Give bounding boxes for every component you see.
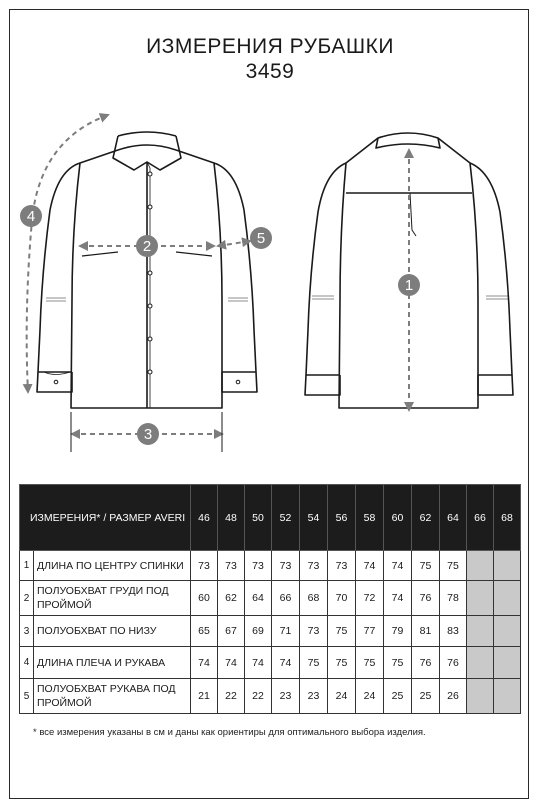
unavailable-cell [494,616,521,647]
value-cell: 75 [412,551,440,581]
table-header-label: ИЗМЕРЕНИЯ* / РАЗМЕР AVERI [20,485,191,551]
unavailable-cell [467,551,494,581]
article-number: 3459 [245,60,295,83]
size-col-header: 62 [412,485,440,551]
row-name: ДЛИНА ПЛЕЧА И РУКАВА [34,647,191,679]
size-table [19,484,521,714]
size-col-header: 50 [245,485,272,551]
value-cell: 73 [245,551,272,581]
marker-4-label: 4 [26,208,36,225]
row-name: ПОЛУОБХВАТ ПО НИЗУ [34,616,191,647]
table-row [20,679,521,714]
marker-3-label: 3 [143,426,153,443]
shirt-front-view [37,132,257,408]
value-cell: 74 [356,551,384,581]
value-cell: 72 [356,581,384,616]
value-cell: 76 [412,647,440,679]
size-col-header: 66 [467,485,494,551]
value-cell: 64 [245,581,272,616]
value-cell: 25 [412,679,440,714]
value-cell: 73 [272,551,300,581]
value-cell: 62 [218,581,245,616]
value-cell: 75 [356,647,384,679]
value-cell: 68 [300,581,328,616]
unavailable-cell [494,679,521,714]
value-cell: 76 [412,581,440,616]
footnote: * все измерения указаны в см и даны как ориентиры для оптимального выбора изделия. [33,727,426,738]
unavailable-cell [467,616,494,647]
value-cell: 77 [356,616,384,647]
row-number: 1 [20,551,34,581]
table-row [20,647,521,679]
value-cell: 24 [328,679,356,714]
size-col-header: 48 [218,485,245,551]
size-col-header: 64 [440,485,467,551]
row-name: ПОЛУОБХВАТ ГРУДИ ПОД ПРОЙМОЙ [34,581,191,616]
value-cell: 25 [384,679,412,714]
value-cell: 74 [218,647,245,679]
marker-3 [137,423,159,445]
value-cell: 71 [272,616,300,647]
marker-1 [398,274,420,296]
value-cell: 23 [300,679,328,714]
row-name: ПОЛУОБХВАТ РУКАВА ПОД ПРОЙМОЙ [34,679,191,714]
unavailable-cell [494,581,521,616]
value-cell: 75 [384,647,412,679]
marker-4 [20,205,42,227]
size-col-header: 68 [494,485,521,551]
size-col-header: 58 [356,485,384,551]
size-col-header: 56 [328,485,356,551]
unavailable-cell [494,647,521,679]
value-cell: 65 [191,616,218,647]
value-cell: 67 [218,616,245,647]
size-col-header: 54 [300,485,328,551]
value-cell: 73 [300,616,328,647]
unavailable-cell [467,647,494,679]
guide-5 [218,241,250,246]
value-cell: 22 [245,679,272,714]
value-cell: 26 [440,679,467,714]
value-cell: 74 [384,551,412,581]
value-cell: 73 [218,551,245,581]
value-cell: 74 [245,647,272,679]
size-col-header: 46 [191,485,218,551]
marker-5-label: 5 [256,230,266,247]
value-cell: 73 [300,551,328,581]
value-cell: 83 [440,616,467,647]
value-cell: 22 [218,679,245,714]
value-cell: 75 [328,647,356,679]
value-cell: 73 [328,551,356,581]
value-cell: 75 [300,647,328,679]
marker-2-label: 2 [142,238,152,255]
value-cell: 78 [440,581,467,616]
value-cell: 24 [356,679,384,714]
size-col-header: 52 [272,485,300,551]
table-row [20,616,521,647]
value-cell: 70 [328,581,356,616]
marker-5 [250,227,272,249]
value-cell: 75 [328,616,356,647]
value-cell: 69 [245,616,272,647]
row-name: ДЛИНА ПО ЦЕНТРУ СПИНКИ [34,551,191,581]
size-col-header: 60 [384,485,412,551]
value-cell: 73 [191,551,218,581]
value-cell: 75 [440,551,467,581]
row-number: 4 [20,647,34,679]
value-cell: 23 [272,679,300,714]
table-row [20,581,521,616]
unavailable-cell [494,551,521,581]
value-cell: 81 [412,616,440,647]
value-cell: 21 [191,679,218,714]
marker-2 [136,235,158,257]
value-cell: 66 [272,581,300,616]
row-number: 5 [20,679,34,714]
value-cell: 74 [191,647,218,679]
marker-1-label: 1 [404,277,414,294]
unavailable-cell [467,581,494,616]
table-row [20,551,521,581]
value-cell: 74 [384,581,412,616]
value-cell: 74 [272,647,300,679]
page-title: ИЗМЕРЕНИЯ РУБАШКИ [146,35,394,58]
table-header-row [20,485,521,551]
value-cell: 79 [384,616,412,647]
row-number: 2 [20,581,34,616]
value-cell: 76 [440,647,467,679]
row-number: 3 [20,616,34,647]
unavailable-cell [467,679,494,714]
value-cell: 60 [191,581,218,616]
